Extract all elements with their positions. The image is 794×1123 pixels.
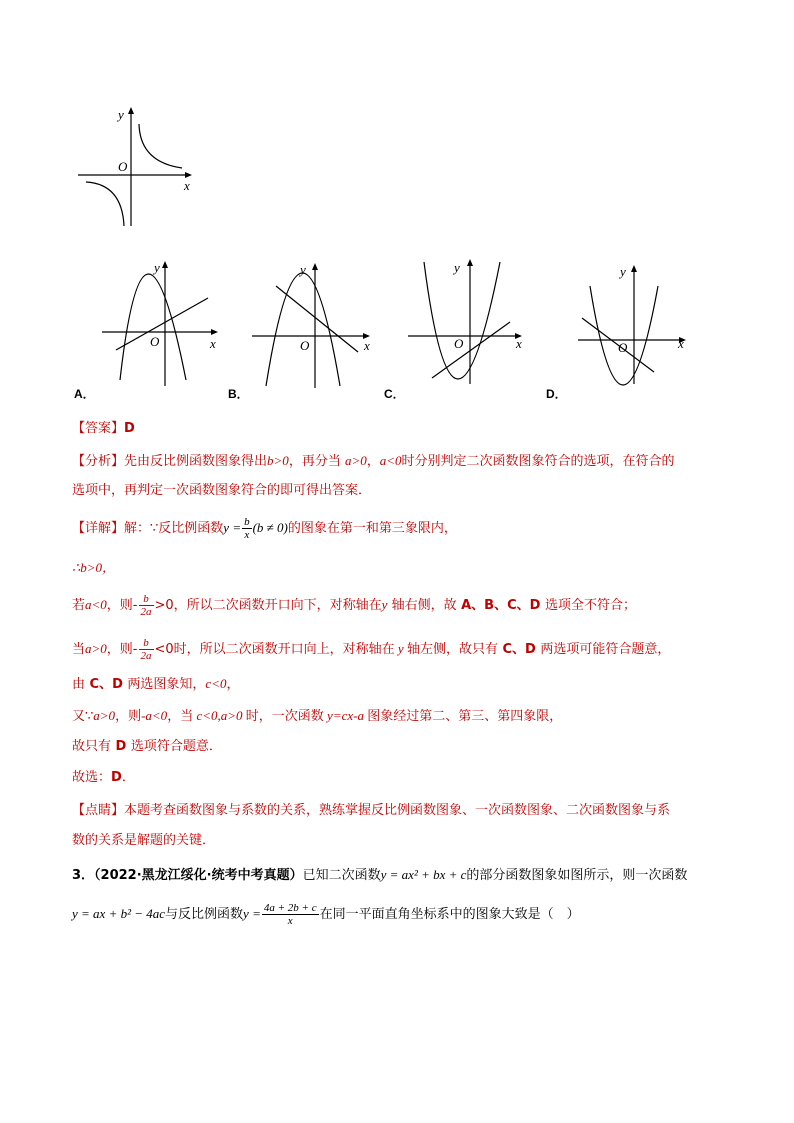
x-axis-label: x <box>516 336 522 351</box>
reciprocal-fraction: $\frac{4a + 2b + c}{x}$ <box>263 902 317 927</box>
origin-label: O <box>618 340 628 355</box>
origin-label: O <box>454 336 464 351</box>
option-b-label: B． <box>228 387 249 401</box>
option-a-label: A． <box>74 387 95 401</box>
y-axis-label: y <box>454 260 460 275</box>
analysis-tag: 【分析】 <box>72 454 125 469</box>
y-axis-label: y <box>300 262 306 277</box>
x-axis-label: x <box>678 336 684 351</box>
x-axis-label: x <box>184 178 190 193</box>
question-3-line-2: y = ax + b² − 4ac与反比例函数y = $\frac{4a + 2b + c}{x}$ 在同一平面直角坐标系中的图象大致是（ ） <box>72 902 580 927</box>
fraction-b-over-2a: $\frac{b}{2a}$ <box>140 593 152 618</box>
detail-line-4: 当a>0，则- $\frac{b}{2a}$ <0时，所以二次函数开口向上，对称轴在 y 轴左侧，故只有 C、D 两选项可能符合题意， <box>72 637 671 662</box>
x-axis-label: x <box>364 338 370 353</box>
x-axis-label: x <box>210 336 216 351</box>
detail-line-6: 又∵a>0，则-a<0，当 c<0,a>0 时，一次函数 y=cx-a 图象经过第二、第三、第四象限， <box>72 708 563 724</box>
y-axis-label: y <box>620 264 626 279</box>
option-d-graph <box>578 262 693 387</box>
analysis-line-2: 选项中，再判定一次函数图象符合的即可得出答案． <box>72 483 372 498</box>
detail-line-7: 故只有 D 选项符合题意． <box>72 739 222 754</box>
fraction-b-over-x: $\frac{b}{x}$ <box>244 516 250 541</box>
detail-line-5: 由 C、D 两选图象知，c<0， <box>72 676 240 692</box>
comment-line-1: 【点睛】本题考查函数图象与系数的关系，熟练掌握反比例函数图象、一次函数图象、二次函数图象与系 <box>72 803 671 818</box>
detail-line-2: ∴b>0， <box>72 560 116 575</box>
question-source: （2022·黑龙江绥化·统考中考真题） <box>94 868 303 883</box>
detail-line-8: 故选：D． <box>72 770 135 785</box>
origin-label: O <box>118 159 128 174</box>
answer-line <box>72 419 135 439</box>
quadratic-formula: y = ax² + bx + c <box>380 867 467 882</box>
reciprocal-graph <box>78 104 198 229</box>
fraction-b-over-2a: $\frac{b}{2a}$ <box>140 637 152 662</box>
option-c-label: C． <box>384 387 405 401</box>
analysis-line-1: 【分析】先由反比例函数图象得出b>0，再分当 a>0，a<0时分别判定二次函数图象符合的选项，在符合的 <box>72 453 675 469</box>
y-axis-label: y <box>154 260 160 275</box>
origin-label: O <box>300 338 310 353</box>
detail-line-1: 【详解】解：∵反比例函数y = $\frac{b}{x}$ (b ≠ 0)的图象在第一和第三象限内， <box>72 516 457 541</box>
origin-label: O <box>150 334 160 349</box>
detail-tag: 【详解】 <box>72 521 125 536</box>
question-number: 3． <box>72 868 95 883</box>
option-a-graph <box>102 258 222 388</box>
detail-line-3: 若a<0，则- $\frac{b}{2a}$ >0，所以二次函数开口向下，对称轴在y 轴右侧，故 A、B、C、D 选项全不符合； <box>72 593 636 618</box>
question-3-line-1: 3．（2022·黑龙江绥化·统考中考真题）已知二次函数y = ax² + bx + c的部分函数图象如图所示，则一次函数 <box>72 867 688 883</box>
y-axis-label: y <box>118 107 124 122</box>
option-b-graph <box>252 260 382 390</box>
linear-formula: y = ax + b² − 4ac <box>72 906 166 921</box>
comment-line-2: 数的关系是解题的关键． <box>72 833 216 848</box>
option-d-label: D． <box>546 387 567 401</box>
answer-value: D <box>124 421 135 436</box>
answer-tag: 【答案】 <box>72 421 125 436</box>
comment-tag: 【点睛】 <box>72 803 125 818</box>
option-c-graph <box>408 256 533 386</box>
